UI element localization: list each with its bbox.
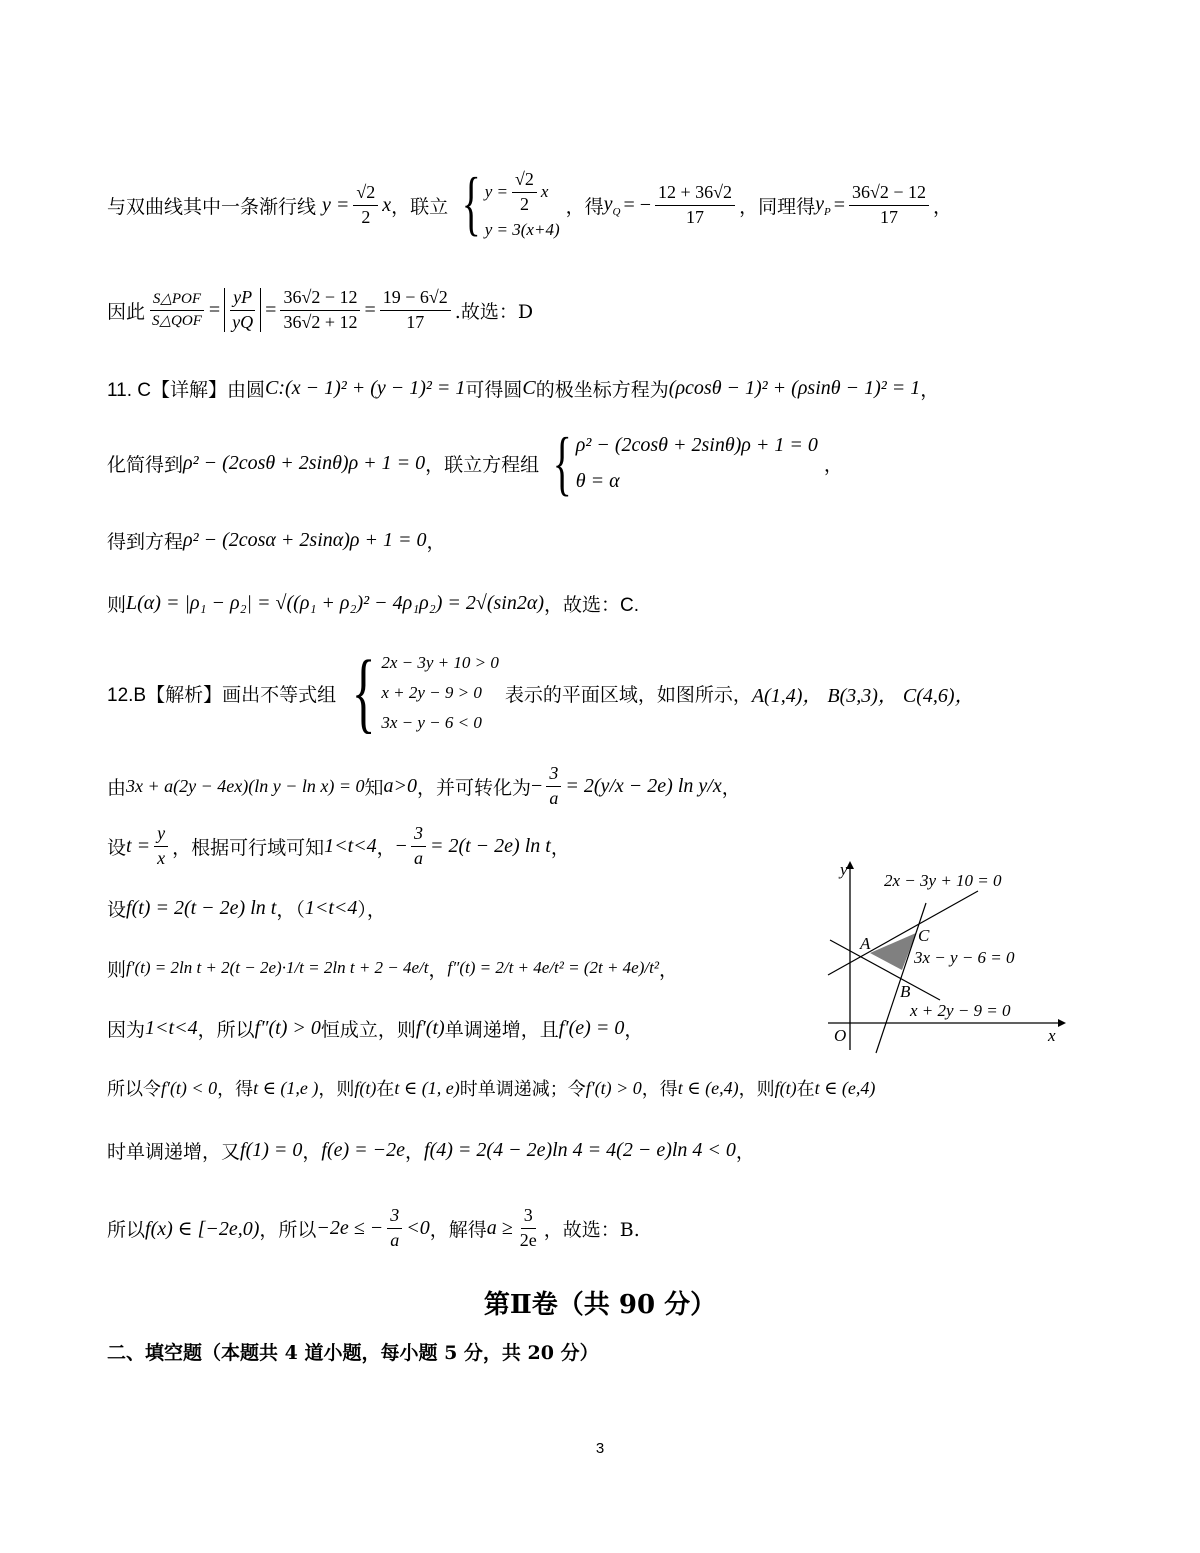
math: ρ² − (2cosθ + 2sinθ)ρ + 1 = 0	[183, 451, 426, 474]
text: ，	[920, 378, 940, 401]
text: 化简得到	[107, 453, 184, 476]
question-label: 11. C【详解】	[107, 379, 228, 401]
math: f′(t)	[415, 1016, 445, 1039]
q12-line-4	[107, 890, 800, 926]
text: 单调递增，且	[444, 1018, 559, 1041]
math: f′(t) = 2ln t + 2(t − 2e)·1/t = 2ln t + 2 − 4e/t	[126, 958, 429, 977]
text: 由	[107, 776, 127, 799]
q11-line-3	[107, 522, 1100, 558]
equation-system: { y = $\frac{√2}{2}$ x y = 3(x+4)	[461, 162, 560, 243]
inequality-system: { 2x − 3y + 10 > 0 x + 2y − 9 > 0 3x − y − 6 < 0	[351, 643, 499, 742]
text: ，得	[641, 1079, 678, 1100]
text: ，	[735, 1140, 755, 1163]
text: ），	[357, 898, 386, 921]
fraction: $\frac{\text{S△POF}}{\text{S△QOF}}$	[149, 291, 205, 329]
line-label-1: 2x − 3y + 10 = 0	[884, 871, 1002, 890]
text: 恒成立，则	[320, 1018, 416, 1041]
math: f″(t) > 0	[254, 1016, 321, 1039]
q12-line-5	[107, 945, 800, 991]
text: 画出不等式组	[222, 683, 337, 706]
text: ，	[624, 1018, 644, 1041]
math: f(1) = 0	[240, 1138, 303, 1161]
x-axis-arrow	[1058, 1019, 1066, 1027]
math: $y_Q$	[603, 192, 621, 218]
text: 所以令	[107, 1079, 161, 1100]
text: 表示的平面区域，如图所示，	[504, 683, 752, 706]
text: 设	[107, 836, 127, 859]
q12-line-9	[107, 1200, 1100, 1256]
x-axis-label: x	[1048, 1026, 1056, 1045]
question-label: 12.B【解析】	[107, 684, 223, 706]
text: 可得圆	[465, 378, 523, 401]
text: 所以	[107, 1218, 146, 1241]
fraction: $\frac{36√2 - 12}{17}$	[849, 183, 929, 228]
text: ，所以	[259, 1218, 317, 1241]
section-subtitle: 二、填空题（本题共 4 道小题，每小题 5 分，共 20 分）	[107, 1342, 599, 1364]
math: f(t)	[774, 1077, 797, 1098]
math: a>0	[383, 774, 418, 797]
point-b-label: B	[900, 982, 911, 1001]
answer-text: .故选：D	[454, 300, 534, 323]
text: ，根据可行域可知	[172, 836, 325, 859]
fraction: $\frac{√2}{2}$	[353, 183, 378, 228]
text: 得到方程	[107, 530, 184, 553]
math: t ∈ (e,4)	[814, 1077, 876, 1098]
q11-line-2	[107, 425, 1100, 501]
math: 1<t<4	[145, 1016, 198, 1039]
math: $y_P$	[815, 192, 831, 218]
math: = −	[623, 193, 652, 216]
math: f′(t) > 0	[585, 1077, 642, 1098]
q12-line-8	[107, 1132, 1100, 1168]
q12-line-6	[107, 1010, 800, 1046]
fraction: $\frac{36√2 - 12}{36√2 + 12}$	[280, 288, 360, 333]
text: ，并可转化为	[417, 776, 532, 799]
math: C	[522, 376, 536, 399]
text: 因为	[107, 1018, 146, 1041]
text: ，	[376, 836, 396, 859]
math: 3x + a(2y − 4ex)(ln y − ln x) = 0	[126, 775, 365, 796]
text: 由圆	[227, 378, 266, 401]
math: t ∈ (1,e )	[253, 1077, 319, 1098]
text: ，得	[217, 1079, 254, 1100]
answer-text: ，故选：C.	[544, 594, 640, 616]
q10-line-1	[107, 160, 1100, 250]
text: 在	[796, 1079, 815, 1100]
origin-label: O	[834, 1026, 847, 1045]
y-axis-label: y	[840, 860, 848, 879]
q12-line-7	[107, 1070, 1140, 1106]
fraction: $\frac{3}{a}$	[546, 764, 561, 809]
text: ，	[302, 1140, 322, 1163]
text: ，	[550, 836, 570, 859]
math: f′(t) < 0	[161, 1077, 218, 1098]
text: ，	[721, 776, 741, 799]
text: 则	[107, 593, 127, 616]
math: A(1,4)， B(3,3)， C(4,6)，	[751, 684, 975, 707]
math: f(t)	[354, 1077, 377, 1098]
math: = 2(t − 2e) ln t	[429, 834, 551, 857]
text: ，	[405, 1140, 425, 1163]
q12-line-1	[107, 643, 1100, 742]
section-title: 第Ⅱ卷（共 90 分）	[483, 1290, 717, 1320]
math: = 2(y/x − 2e) ln y/x	[565, 774, 722, 797]
line-label-3: x + 2y − 9 = 0	[910, 1001, 1011, 1020]
math: =	[208, 298, 221, 321]
text: 时单调递减；令	[459, 1079, 586, 1100]
text: ，则	[738, 1079, 775, 1100]
math: L(α) = |ρ₁ − ρ₂| = √((ρ₁ + ρ₂)² − 4ρ₁ρ₂) = 2√(sin2α)	[126, 591, 544, 614]
text: 因此	[107, 300, 146, 323]
math: =	[364, 298, 376, 321]
text: ，（	[276, 898, 305, 921]
text: 设	[107, 898, 127, 921]
q12-line-2	[107, 758, 1100, 814]
math: t ∈ (e,4)	[677, 1077, 739, 1098]
math: f(e) = −2e	[321, 1138, 406, 1161]
point-c-label: C	[918, 926, 930, 945]
feasible-region-figure	[818, 855, 1078, 1055]
text: ，得	[565, 195, 604, 218]
math: =	[265, 298, 277, 321]
answer-text: ，故选：B.	[543, 1218, 640, 1241]
text: 在	[376, 1079, 395, 1100]
text: ，解得	[429, 1218, 487, 1241]
math: =	[833, 193, 845, 216]
math: f′(e) = 0	[558, 1016, 625, 1039]
text: 知	[364, 776, 384, 799]
math: f(x) ∈ [−2e,0)	[145, 1217, 260, 1240]
math: −	[395, 834, 407, 857]
math: ρ² − (2cosα + 2sinα)ρ + 1 = 0	[183, 528, 427, 551]
math: 1<t<4	[304, 896, 358, 919]
math: (ρcosθ − 1)² + (ρsinθ − 1)² = 1	[668, 376, 921, 399]
math: y =	[322, 193, 350, 216]
text: ，联立	[391, 195, 449, 218]
q11-line-4	[107, 583, 1100, 623]
fraction: $\frac{19 - 6√2}{17}$	[380, 288, 451, 333]
text: ，	[426, 530, 446, 553]
math: t ∈ (1, e)	[394, 1077, 460, 1098]
fraction: $\frac{3}{2e}$	[519, 1204, 537, 1250]
text: ，联立方程组	[425, 453, 540, 476]
text: ，则	[318, 1079, 355, 1100]
text: ，	[658, 958, 678, 981]
math: f″(t) = 2/t + 4e/t² = (2t + 4e)/t²	[447, 958, 659, 977]
math: x	[382, 193, 392, 216]
text: 则	[107, 958, 127, 981]
text: 的极坐标方程为	[535, 378, 669, 401]
text: ，	[933, 195, 953, 218]
fraction: $\frac{3}{a}$	[387, 1206, 402, 1251]
absolute-value: $\frac{yP}{yQ}$	[224, 288, 261, 333]
math: f(4) = 2(4 − 2e)ln 4 = 4(2 − e)ln 4 < 0	[424, 1138, 736, 1161]
math: <0	[406, 1216, 430, 1239]
math: −	[531, 774, 543, 797]
text: ，	[823, 453, 843, 476]
line-label-2: 3x − y − 6 = 0	[914, 948, 1015, 967]
text: ，所以	[197, 1018, 255, 1041]
text: ，	[428, 958, 448, 981]
text: 与双曲线其中一条渐行线	[107, 195, 317, 218]
equation-system: { ρ² − (2cosθ + 2sinθ)ρ + 1 = 0 θ = α	[552, 423, 818, 503]
fraction: $\frac{12 + 36√2}{17}$	[655, 183, 735, 228]
text: 时单调递增，又	[107, 1140, 241, 1163]
math: a ≥	[486, 1216, 513, 1239]
page-number: 3	[595, 1440, 605, 1457]
math: C:(x − 1)² + (y − 1)² = 1	[265, 376, 466, 399]
point-a-label: A	[860, 934, 871, 953]
q10-line-2	[107, 278, 1100, 342]
fraction: $\frac{y}{x}$	[154, 824, 168, 869]
math: 1<t<4	[324, 834, 377, 857]
math: −2e ≤ −	[316, 1216, 384, 1239]
math: f(t) = 2(t − 2e) ln t	[126, 896, 277, 919]
text: ，同理得	[739, 195, 816, 218]
math: t =	[126, 834, 151, 857]
q11-line-1	[107, 370, 1100, 406]
fraction: $\frac{3}{a}$	[411, 824, 426, 869]
